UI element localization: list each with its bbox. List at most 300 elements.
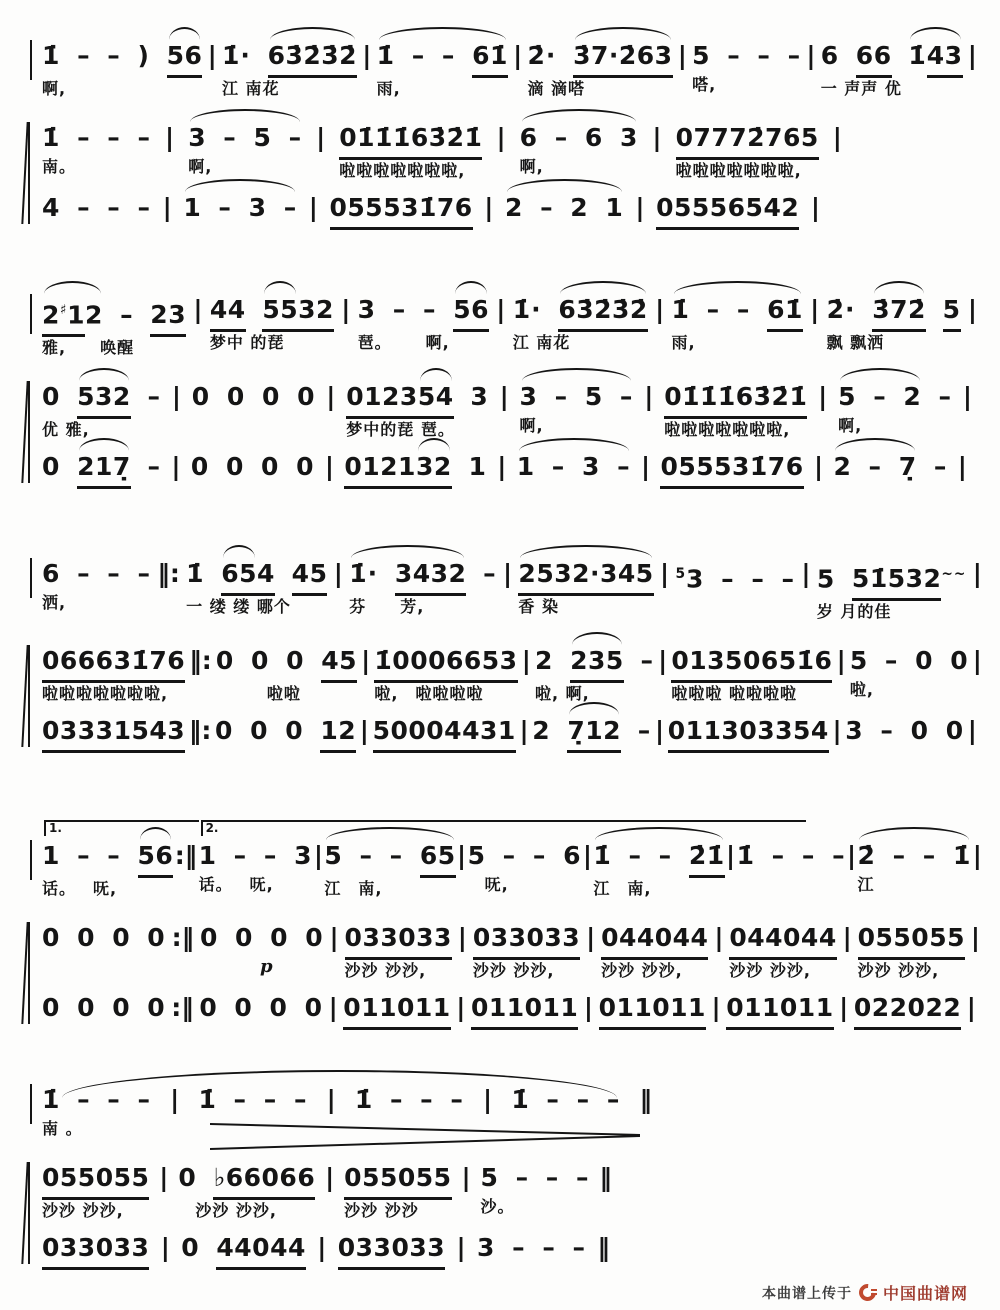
slur-arc: 2 – 7̣ <box>833 449 917 485</box>
barline: ‖: <box>188 716 212 746</box>
volta-bracket: 1. <box>44 820 199 836</box>
beam-group: 011 <box>343 990 397 1030</box>
barline: | <box>484 193 494 222</box>
slur-arc: 1 – 3 – <box>183 190 297 226</box>
measure <box>374 643 517 705</box>
notes-text <box>374 643 517 683</box>
beam-group: 011 <box>397 990 451 1030</box>
beam-group: 2532· <box>518 556 600 596</box>
beam-group: 044 <box>655 920 709 960</box>
volta-bracket: 2. <box>201 820 806 836</box>
accompaniment-voice-group <box>0 1160 1000 1270</box>
measure <box>42 1160 149 1222</box>
lyrics-text: 沙沙 沙沙, <box>601 961 683 980</box>
voice-1-melody <box>0 292 1000 359</box>
notes-text: 5 – – – <box>480 1163 590 1192</box>
beam-group: 7̣12 <box>567 713 621 753</box>
measure <box>198 1082 307 1140</box>
lyrics-text: 雨, <box>671 333 696 352</box>
notes-text: 3 – – 56 <box>358 292 489 332</box>
barline: | <box>162 193 172 222</box>
barline: | <box>842 923 852 952</box>
voice-2 <box>0 643 1000 705</box>
measure <box>198 821 313 896</box>
notes-text <box>324 838 455 878</box>
lyrics-text: 南 。 <box>42 1119 83 1138</box>
notes-text: 2 – 7̣ – <box>833 449 947 485</box>
measure <box>344 449 487 489</box>
measure <box>42 821 174 900</box>
barline: | <box>813 452 824 482</box>
measure-row <box>42 1230 610 1270</box>
beam-group: 56 <box>138 838 174 878</box>
beam-group: 44 <box>210 292 246 332</box>
notes-text <box>858 920 965 960</box>
beam-group: 66 <box>856 38 892 78</box>
voice-2 <box>0 120 1000 182</box>
notes-text: 0 532 – <box>42 379 161 419</box>
lyrics-text: 沙沙 沙沙 <box>344 1201 419 1220</box>
beam-group: 5532 <box>262 292 334 332</box>
voice-1-melody <box>0 818 1000 900</box>
barline: ‖ <box>597 1233 610 1262</box>
slur-arc: 1̇ – – 2̇1̇ <box>593 838 724 878</box>
notes-text <box>183 190 297 226</box>
notes-text: 2̇· 3̇72̇ 5 <box>827 292 961 332</box>
measure <box>191 449 315 485</box>
notes-text <box>210 292 334 332</box>
measure-row <box>42 38 977 100</box>
lyrics-text: 啦, <box>849 680 874 700</box>
lyrics-text: 洒, <box>42 593 67 612</box>
measure <box>656 190 799 230</box>
measure-row <box>42 120 842 182</box>
lyrics-text: 啊, <box>42 79 67 98</box>
lyrics-text: 啦, 啊, <box>534 684 590 704</box>
system-4 <box>0 818 1000 1038</box>
beam-group: 3432 <box>395 556 467 596</box>
barline: | <box>519 716 529 746</box>
barline: | <box>361 646 371 676</box>
measure <box>481 1160 590 1218</box>
barline: | <box>513 41 523 70</box>
beam-group: 61̇ <box>767 292 803 332</box>
notes-text <box>344 1160 451 1200</box>
barline: | <box>586 923 596 952</box>
measure <box>42 120 151 178</box>
measure <box>216 643 357 705</box>
slur-arc <box>573 38 672 78</box>
lyrics-text: 雨, <box>376 79 401 98</box>
measure <box>42 379 161 441</box>
measure <box>42 920 166 978</box>
beam-group: 011 <box>525 990 579 1030</box>
measure <box>42 643 185 705</box>
barline: | <box>326 382 336 412</box>
notes-text: 1̇· 63̇2̇3̇2̇ <box>222 38 357 78</box>
notes-text <box>42 643 185 683</box>
measure <box>532 713 651 753</box>
beam-group: 532 <box>77 379 131 419</box>
barline: | <box>324 452 335 482</box>
lyrics-text: 江 <box>857 875 875 894</box>
notes-text: 0 0 0 0 <box>42 993 166 1022</box>
beam-group: 3̇7·2̇63 <box>573 38 672 78</box>
measure <box>343 990 450 1030</box>
barline: | <box>159 1163 169 1192</box>
barline: | <box>170 1085 180 1114</box>
barline: | <box>655 295 665 324</box>
slur-arc: 1̇ – – 61̇ <box>672 292 803 332</box>
beam-group: 23 <box>150 297 186 337</box>
measure <box>210 292 334 354</box>
watermark <box>762 1281 968 1304</box>
measure <box>192 379 316 437</box>
measure <box>601 920 708 982</box>
voice-3 <box>0 449 1000 489</box>
lyrics-text: 啊, <box>519 416 544 436</box>
lyrics-text: 啦啦啦啦啦啦啦, <box>675 161 802 180</box>
notes-text <box>854 990 961 1030</box>
lyrics-text: 江 南, <box>593 879 652 898</box>
barline: | <box>333 559 343 588</box>
lyrics-text: 滴 滴嗒 <box>527 79 586 98</box>
beam-group: 033 <box>338 1230 392 1270</box>
beam-group: 44 <box>216 1230 252 1270</box>
measure-row <box>42 1160 612 1222</box>
lyrics-text: 啦啦啦 啦啦啦啦 <box>671 684 797 704</box>
notes-text <box>373 713 516 753</box>
notes-text: 1̇ – – – <box>354 1085 464 1114</box>
lyrics-text: 琶。 啊, <box>357 333 450 352</box>
measure <box>42 1230 149 1270</box>
notes-text: 0 0 0 0 <box>42 923 166 952</box>
lyrics-text <box>198 1118 307 1140</box>
beam-group: 033 <box>391 1230 445 1270</box>
lyrics-text: 话。 呒, <box>42 879 118 898</box>
notes-text: 0 217̣ – <box>42 449 161 489</box>
beam-group: 2̇1̇ <box>689 838 725 878</box>
measure <box>518 556 653 618</box>
beam-group: 033 <box>473 920 527 960</box>
voice-3 <box>0 1230 1000 1270</box>
lyrics-text: 嗒, <box>692 75 717 94</box>
beam-group: 044 <box>601 920 655 960</box>
notes-text <box>593 838 724 878</box>
beam-group: 45 <box>321 643 357 683</box>
notes-text <box>518 556 653 596</box>
lyrics-text: 南。 <box>42 157 77 176</box>
measure <box>183 190 297 226</box>
barline: | <box>972 559 982 588</box>
notes-text: 6 – – – <box>42 559 152 588</box>
beam-group: 055 <box>344 1160 398 1200</box>
measure <box>845 713 964 749</box>
voice-3 <box>0 190 1000 230</box>
notes-text <box>729 920 836 960</box>
lyrics-text: 梦中的琵 琶。 <box>346 420 455 440</box>
notes-text: 2 235 – <box>535 643 654 683</box>
voice-2 <box>0 920 1000 982</box>
lyrics-text <box>42 956 166 978</box>
notes-text <box>188 120 302 156</box>
beam-group: 03331543 <box>42 713 185 753</box>
barline: | <box>726 841 736 870</box>
measure <box>330 190 473 230</box>
measure <box>477 1230 586 1266</box>
measure <box>42 556 151 614</box>
lyrics-text: 江 南, <box>324 879 383 898</box>
watermark-site-name: 中国曲谱网 <box>882 1284 968 1303</box>
barline: | <box>967 716 977 746</box>
lyrics-text: 啊, <box>188 157 213 176</box>
beam-group: 055531̇76 <box>330 190 473 230</box>
lyrics-text: 啊, <box>519 157 544 176</box>
barline: | <box>316 123 326 152</box>
watermark-upload-text: 本曲谱上传于 <box>761 1285 852 1302</box>
notes-text <box>505 190 624 226</box>
measure <box>593 838 724 900</box>
barline: | <box>660 559 670 588</box>
measure <box>858 920 965 982</box>
notes-text <box>660 449 803 489</box>
barline: | <box>967 295 977 324</box>
beam-group: ♭66 <box>213 1160 261 1200</box>
beam-group: 055 <box>42 1160 96 1200</box>
notes-text: 1̇· 63̇2̇3̇2̇ <box>513 292 648 332</box>
notes-text: 5 51̇532~~ <box>817 556 967 601</box>
barline: | <box>496 295 506 324</box>
measure <box>473 920 580 982</box>
measure <box>42 38 202 100</box>
lyrics-text: 啦啦 <box>215 684 301 704</box>
notes-text: 1 – – 3 <box>198 841 313 870</box>
slur-arc: 5 – 2 <box>838 379 922 415</box>
beam-group: 055 <box>398 1160 452 1200</box>
barline: | <box>818 382 828 412</box>
notes-text <box>671 643 832 683</box>
lyrics-text: 雅, 唤醒 <box>42 338 135 358</box>
lyrics-text: 啦啦啦啦啦啦啦, <box>339 161 466 180</box>
slur-arc <box>518 556 653 596</box>
beam-group: 50004431 <box>373 713 516 753</box>
lyrics-text: 啦啦啦啦啦啦啦, <box>42 684 169 704</box>
beam-group: 012132 <box>344 449 451 489</box>
measure <box>692 38 801 96</box>
barline: | <box>972 841 982 870</box>
barline: | <box>171 382 181 412</box>
measure-row <box>42 292 977 359</box>
lyrics-text: 沙。 <box>480 1197 515 1216</box>
barline: | <box>801 559 811 588</box>
lyrics-text: 沙沙 沙沙, <box>42 1201 124 1220</box>
system-3 <box>0 556 1000 761</box>
measure <box>349 556 496 618</box>
barline: | <box>635 193 645 222</box>
barline: | <box>359 716 369 746</box>
measure-row <box>42 379 972 441</box>
measure-row <box>42 449 967 489</box>
lyrics-text: 沙沙 沙沙, <box>344 961 427 980</box>
measure <box>338 1230 445 1270</box>
lyrics-text: 梦中 的琵 <box>209 333 285 352</box>
notes-text: 0 0 0 0 <box>191 382 316 412</box>
measure <box>178 1160 315 1222</box>
barline: | <box>970 923 980 952</box>
notes-text <box>672 292 803 332</box>
measure <box>471 990 578 1030</box>
notes-text <box>676 120 819 160</box>
measure <box>215 713 356 753</box>
slur-arc: 2 – 2 1 <box>505 190 624 226</box>
barline: | <box>308 193 318 222</box>
lyrics-text <box>355 1118 464 1140</box>
notes-text: 4 – – – <box>42 193 152 222</box>
notes-text: 1 – – 56 <box>42 838 173 878</box>
barline: | <box>810 193 820 222</box>
measure <box>668 713 829 753</box>
beam-group: 011303354 <box>668 713 829 753</box>
measure <box>42 449 161 489</box>
lyrics-text: 啦, 啦啦啦啦 <box>374 684 484 704</box>
slur-arc <box>167 38 203 78</box>
lyrics-text: 沙沙 沙沙, <box>472 961 555 980</box>
measure-row <box>42 190 820 230</box>
measure <box>726 990 833 1030</box>
beam-group: 56 <box>453 292 489 332</box>
barline: | <box>496 123 506 152</box>
slur-arc: 1̇ – – 61̇ <box>377 38 508 78</box>
slur-arc: 6 – 6 3 <box>520 120 639 156</box>
slur-arc: 3 – 5 – <box>520 379 634 415</box>
notes-text: 1̇ – – – <box>511 1085 621 1114</box>
barline: | <box>499 382 509 412</box>
notes-text <box>345 920 452 960</box>
notes-text <box>664 379 807 419</box>
lyrics-text: 江 南花 <box>512 333 571 352</box>
slur-arc <box>872 292 926 332</box>
barline: | <box>329 923 339 952</box>
slur-arc <box>268 38 357 78</box>
measure <box>817 556 967 623</box>
slur-arc: 3 – 5 – <box>188 120 302 156</box>
notes-text <box>473 920 580 960</box>
slur-arc: 2♯12 <box>42 292 103 337</box>
beam-group: 217̣ <box>77 449 131 489</box>
measure <box>599 990 706 1030</box>
notes-text <box>377 38 508 78</box>
barline: | <box>658 646 668 676</box>
notes-text: 1̇ 654 45 <box>186 556 327 596</box>
slur-arc <box>138 838 174 878</box>
measure <box>42 713 185 753</box>
slur-arc <box>77 379 131 419</box>
notes-text: 1̇ – – – <box>42 1085 152 1114</box>
lyrics-text: 沙沙 沙沙, <box>857 961 940 980</box>
measure <box>339 120 482 182</box>
barline: | <box>193 295 203 324</box>
beam-group: 055 <box>858 920 912 960</box>
measure-row <box>42 1082 652 1140</box>
site-logo-icon <box>859 1284 876 1301</box>
barline: | <box>677 41 687 70</box>
notes-text <box>471 990 578 1030</box>
barline: | <box>502 559 513 588</box>
barline: | <box>456 993 466 1022</box>
measure <box>222 38 357 100</box>
notes-text <box>520 379 634 415</box>
notes-text: 0 0 0 45 <box>216 643 357 683</box>
barline: | <box>640 452 651 482</box>
measure-row <box>42 556 982 623</box>
notes-text: 2♯12 – 23 <box>42 292 186 337</box>
slur-arc <box>453 292 489 332</box>
system-2 <box>0 292 1000 497</box>
lyrics-text: 芬 芳, <box>349 597 425 616</box>
beam-group: 654 <box>221 556 275 596</box>
measure-row <box>42 920 980 982</box>
measure <box>199 990 323 1026</box>
slur-arc: 32 <box>416 449 452 485</box>
measure <box>737 838 846 896</box>
beam-group: 055 <box>911 920 965 960</box>
measure <box>838 379 952 437</box>
measure <box>468 838 582 896</box>
barline: | <box>457 923 467 952</box>
slur-arc <box>77 449 131 489</box>
barline: | <box>714 923 724 952</box>
notes-text <box>339 120 482 160</box>
notes-text <box>42 713 185 753</box>
measure <box>729 920 836 982</box>
voice-1-melody <box>0 556 1000 623</box>
measure-row <box>42 643 982 705</box>
measure <box>854 990 961 1030</box>
notes-text <box>520 120 639 156</box>
barline: :‖ <box>171 993 194 1022</box>
notes-text <box>857 838 971 874</box>
barline: | <box>456 1233 466 1262</box>
notes-text: 0 ♭66066 <box>178 1160 315 1200</box>
barline: | <box>972 646 982 676</box>
lyrics-text: 一 声声 优 <box>820 79 902 98</box>
barline: | <box>583 993 594 1022</box>
beam-group: 235 <box>570 643 624 683</box>
measure <box>517 449 631 485</box>
lyrics-text: 啊, <box>838 416 863 436</box>
beam-group: 63̇2̇3̇2̇ <box>558 292 647 332</box>
beam-group: 044 <box>729 920 783 960</box>
beam-group: 022 <box>854 990 908 1030</box>
measure <box>324 838 455 900</box>
beam-group: 033 <box>42 1230 96 1270</box>
slur-arc: 2̇ – – 1̇ <box>857 838 971 874</box>
barline: | <box>165 123 175 152</box>
barline: | <box>497 452 507 482</box>
barline: | <box>836 646 846 676</box>
lyrics-text: 飘 飘洒 <box>826 333 885 352</box>
notes-text <box>726 990 833 1030</box>
measure <box>511 1082 620 1140</box>
slur-arc: 5 – – 65 <box>324 838 455 878</box>
beam-group: 055531̇76 <box>660 449 803 489</box>
notes-text: 0 44044 <box>181 1230 306 1270</box>
dynamic-marking: p <box>259 956 274 977</box>
slur-arc <box>570 643 624 683</box>
notes-text: 0 0 0 0 <box>199 993 324 1022</box>
lyrics-text <box>200 956 324 978</box>
lyrics-text: 话。 呒, <box>198 875 274 894</box>
